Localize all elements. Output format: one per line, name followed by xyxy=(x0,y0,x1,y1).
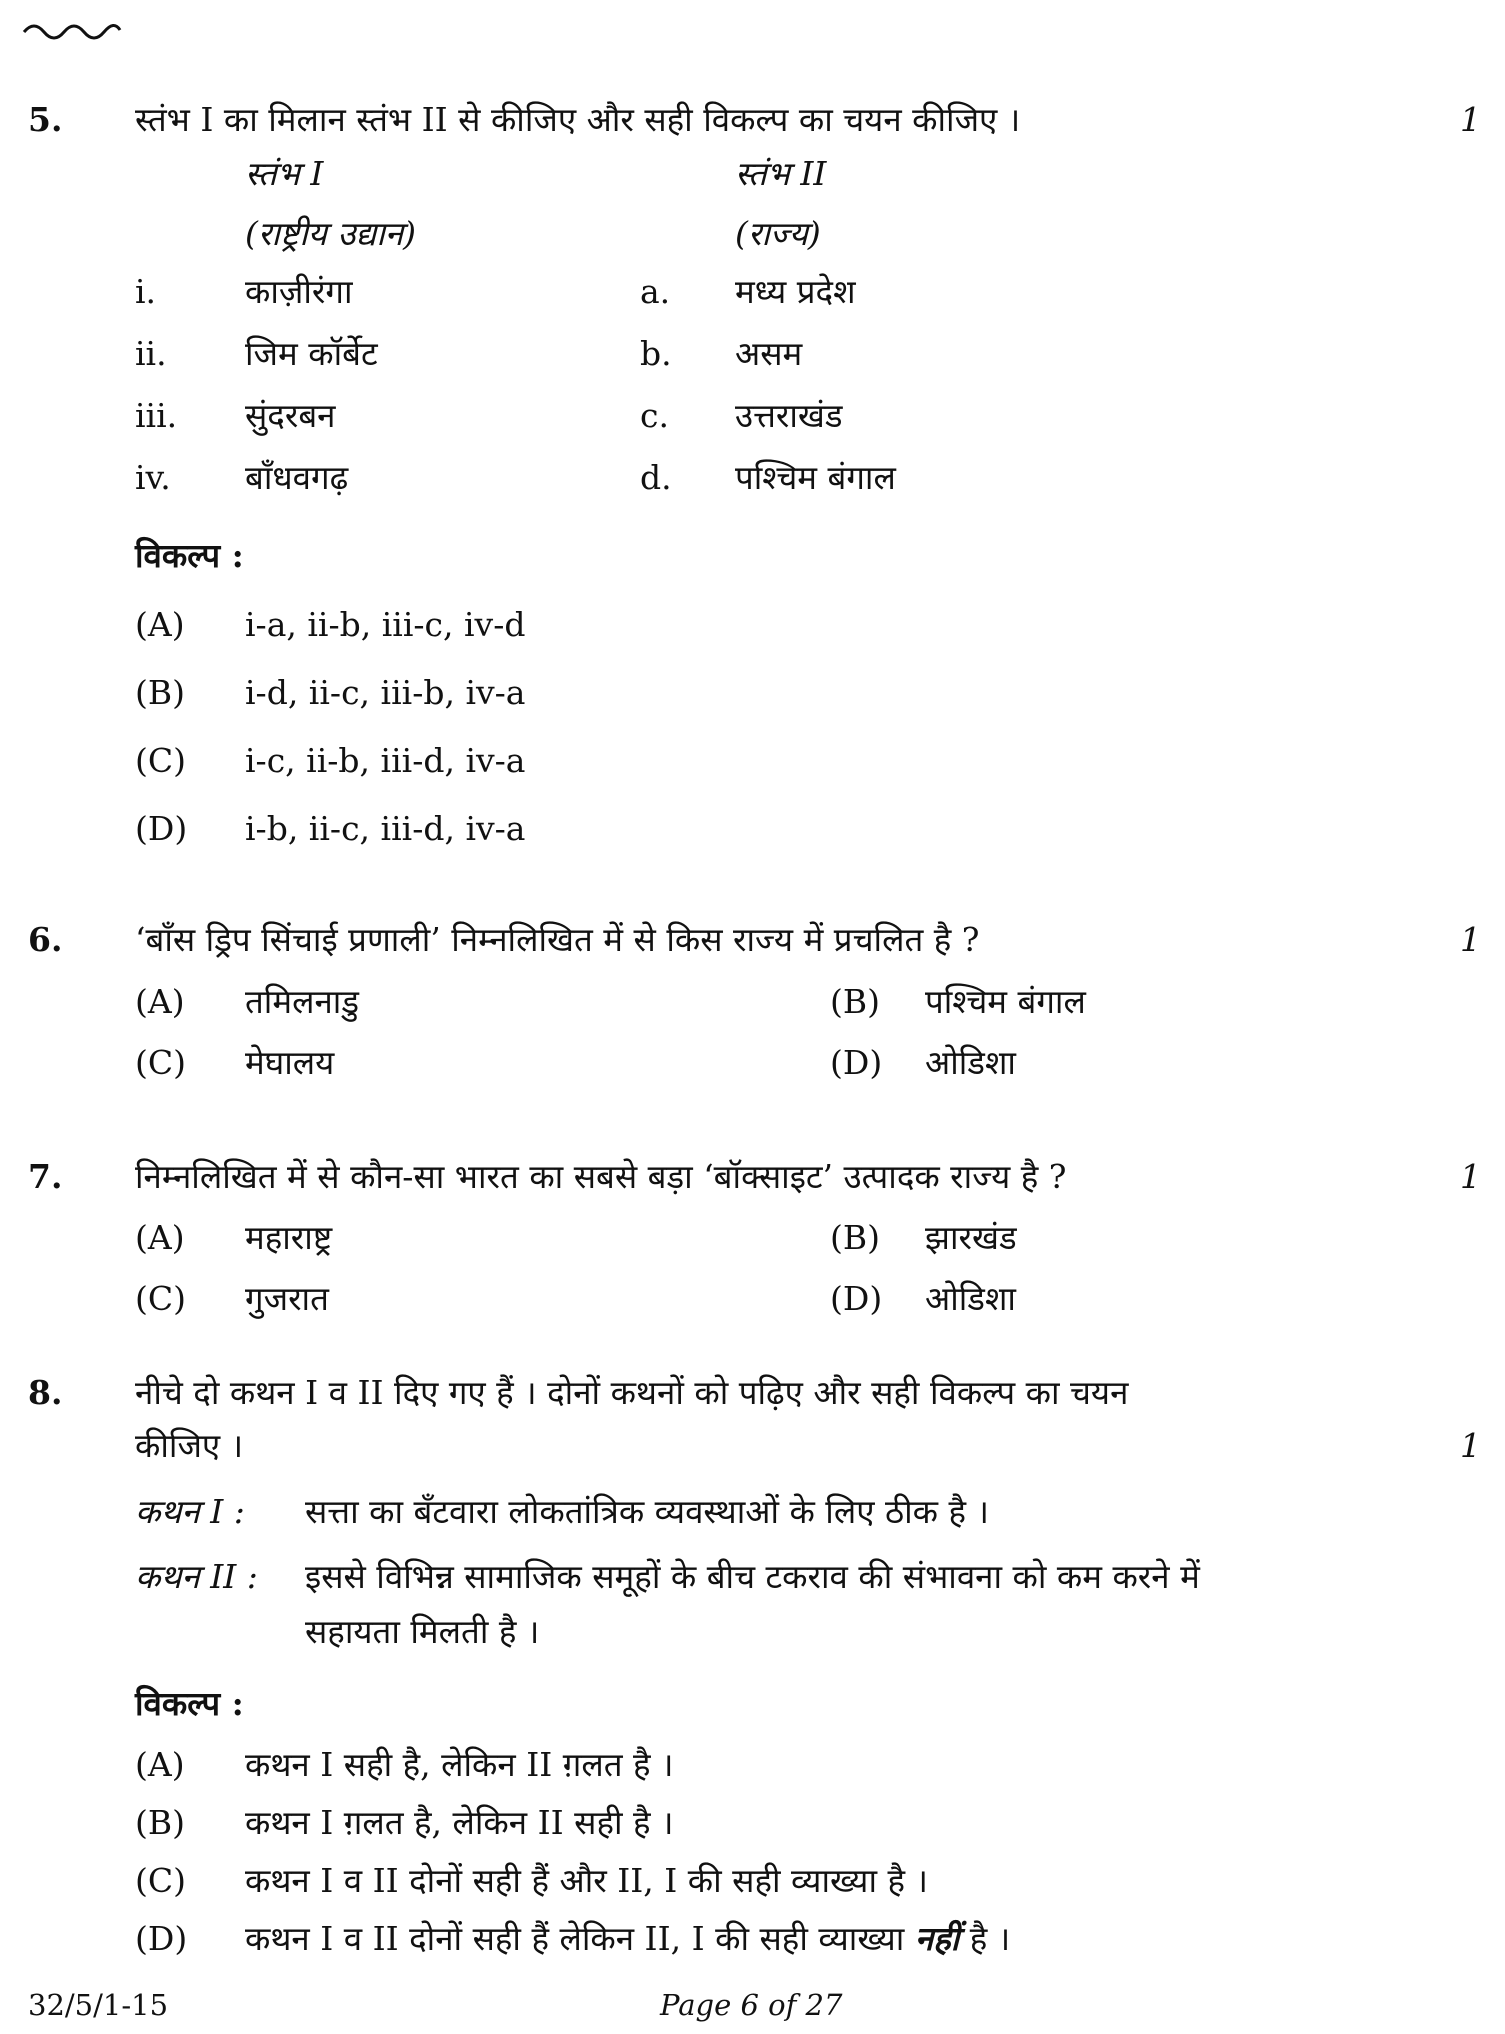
q5-options-label: विकल्प : xyxy=(135,536,244,575)
q5-row-right-value: मध्य प्रदेश xyxy=(735,272,856,311)
q8-option-key: (B) xyxy=(135,1803,185,1842)
q5-option-key: (B) xyxy=(135,673,185,712)
q5-marks: 1 xyxy=(1460,100,1481,139)
q8-option-text: कथन I ग़लत है, लेकिन II सही है । xyxy=(245,1803,674,1842)
q5-row-right-key: a. xyxy=(640,272,671,311)
q7-option-key: (D) xyxy=(830,1279,883,1318)
q8-marks: 1 xyxy=(1460,1426,1481,1465)
q5-text: स्तंभ I का मिलान स्तंभ II से कीजिए और सही विकल्प का चयन कीजिए । xyxy=(135,100,1021,139)
q7-text: निम्नलिखित में से कौन-सा भारत का सबसे बड़ा ‘बॉक्साइट’ उत्पादक राज्य है ? xyxy=(135,1157,1067,1196)
q7-marks: 1 xyxy=(1460,1157,1481,1196)
q5-row-left-key: iv. xyxy=(135,458,171,497)
q5-row-right-key: b. xyxy=(640,334,672,373)
q8-text-line2: कीजिए । xyxy=(135,1426,244,1465)
q6-text: ‘बाँस ड्रिप सिंचाई प्रणाली’ निम्नलिखित में से किस राज्य में प्रचलित है ? xyxy=(135,920,980,959)
q5-row-left-value: जिम कॉर्बेट xyxy=(245,334,378,373)
q7-option-text: झारखंड xyxy=(925,1218,1017,1257)
q8-option-d-emphasis: नहीं xyxy=(914,1919,960,1958)
q6-option-text: पश्चिम बंगाल xyxy=(925,982,1086,1021)
q5-row-right-value: उत्तराखंड xyxy=(735,396,843,435)
q7-option-key: (A) xyxy=(135,1218,185,1257)
q5-row-right-value: पश्चिम बंगाल xyxy=(735,458,896,497)
q5-row-left-value: सुंदरबन xyxy=(245,396,336,435)
q5-row-left-value: बाँधवगढ़ xyxy=(245,458,349,497)
q8-statement2-label: कथन II : xyxy=(135,1557,258,1596)
q5-col2-title: स्तंभ II xyxy=(735,154,827,193)
q6-option-key: (C) xyxy=(135,1043,186,1082)
q5-col1-subtitle: (राष्ट्रीय उद्यान) xyxy=(245,214,416,253)
q8-option-text xyxy=(245,1915,1010,1960)
q5-row-left-key: ii. xyxy=(135,334,167,373)
q8-option-d-pre: कथन I व II दोनों सही हैं लेकिन II, I की सही व्याख्या xyxy=(245,1919,915,1958)
q5-option-text: i-a, ii-b, iii-c, iv-d xyxy=(245,605,526,644)
footer-paper-code: 32/5/1-15 xyxy=(28,1988,169,2022)
q5-col2-subtitle: (राज्य) xyxy=(735,214,821,253)
q5-row-right-key: d. xyxy=(640,458,672,497)
q5-number: 5. xyxy=(28,100,63,139)
q8-statement1-label: कथन I : xyxy=(135,1492,245,1531)
q8-statement1-text: सत्ता का बँटवारा लोकतांत्रिक व्यवस्थाओं के लिए ठीक है । xyxy=(305,1492,990,1531)
q5-option-key: (A) xyxy=(135,605,185,644)
q8-statement2-line2: सहायता मिलती है । xyxy=(305,1612,540,1651)
q8-option-key: (D) xyxy=(135,1919,188,1958)
q6-option-key: (B) xyxy=(830,982,880,1021)
q7-option-text: ओडिशा xyxy=(925,1279,1016,1318)
q5-col1-title: स्तंभ I xyxy=(245,154,324,193)
q6-option-text: तमिलनाडु xyxy=(245,982,359,1021)
q5-option-text: i-c, ii-b, iii-d, iv-a xyxy=(245,741,526,780)
q8-option-key: (C) xyxy=(135,1861,186,1900)
footer-page-number: Page 6 of 27 xyxy=(660,1988,843,2022)
q6-option-key: (D) xyxy=(830,1043,883,1082)
q5-row-left-key: i. xyxy=(135,272,157,311)
q6-option-text: मेघालय xyxy=(245,1043,335,1082)
q7-option-key: (B) xyxy=(830,1218,880,1257)
q5-row-left-key: iii. xyxy=(135,396,178,435)
squiggle-mark xyxy=(22,18,122,46)
q5-option-key: (C) xyxy=(135,741,186,780)
q5-option-key: (D) xyxy=(135,809,188,848)
q8-option-d-post: है । xyxy=(959,1919,1011,1958)
q8-text-line1: नीचे दो कथन I व II दिए गए हैं । दोनों कथनों को पढ़िए और सही विकल्प का चयन xyxy=(135,1373,1129,1412)
q8-number: 8. xyxy=(28,1373,63,1412)
q5-row-right-value: असम xyxy=(735,334,803,373)
q8-option-text: कथन I व II दोनों सही हैं और II, I की सही व्याख्या है । xyxy=(245,1861,929,1900)
q8-options-label: विकल्प : xyxy=(135,1684,244,1723)
q6-option-text: ओडिशा xyxy=(925,1043,1016,1082)
q7-option-key: (C) xyxy=(135,1279,186,1318)
q8-statement2-line1: इससे विभिन्न सामाजिक समूहों के बीच टकराव की संभावना को कम करने में xyxy=(305,1557,1200,1596)
q5-option-text: i-d, ii-c, iii-b, iv-a xyxy=(245,673,526,712)
q5-row-left-value: काज़ीरंगा xyxy=(245,272,353,311)
q5-row-right-key: c. xyxy=(640,396,669,435)
q6-marks: 1 xyxy=(1460,920,1481,959)
q8-option-key: (A) xyxy=(135,1745,185,1784)
q7-option-text: महाराष्ट्र xyxy=(245,1218,333,1257)
q6-number: 6. xyxy=(28,920,63,959)
q6-option-key: (A) xyxy=(135,982,185,1021)
q8-option-text: कथन I सही है, लेकिन II ग़लत है । xyxy=(245,1745,674,1784)
q7-number: 7. xyxy=(28,1157,63,1196)
q5-option-text: i-b, ii-c, iii-d, iv-a xyxy=(245,809,526,848)
q7-option-text: गुजरात xyxy=(245,1279,329,1318)
